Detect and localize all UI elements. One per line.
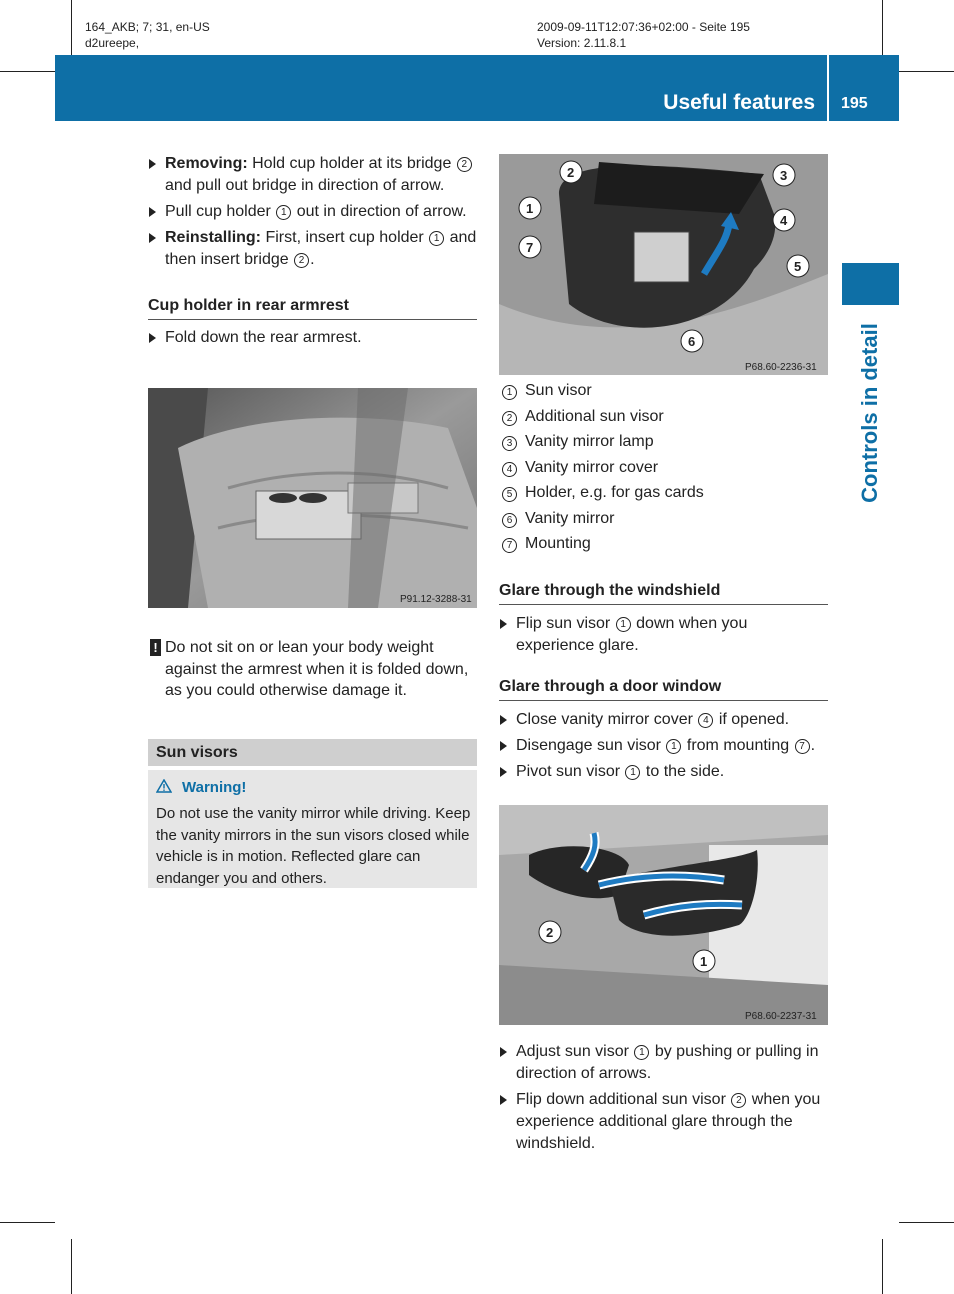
step-flip-additional-visor (499, 1089, 830, 1155)
legend-label: Sun visor (525, 382, 592, 399)
callout-number: 1 (666, 739, 681, 754)
callout-number: 1 (616, 617, 631, 632)
heading-glare-door-window: Glare through a door window (499, 676, 828, 701)
step-text: Disengage sun visor (516, 737, 666, 754)
callout-number: 4 (502, 462, 517, 477)
warning-triangle-icon (156, 779, 172, 793)
step-pull-cup-holder (148, 201, 479, 223)
side-tab-title: Controls in detail (857, 323, 882, 503)
legend-label: Vanity mirror (525, 509, 615, 527)
crop-mark (899, 71, 954, 72)
callout-number: 1 (276, 205, 291, 220)
step-close-mirror-cover (499, 709, 830, 731)
step-text: when you experience additional glare through the windshield. (516, 1091, 821, 1152)
step-text: Fold down the rear armrest. (165, 329, 362, 346)
step-text: by pushing or pulling in direction of arrows. (516, 1043, 819, 1082)
callout-number: 3 (502, 436, 517, 451)
section-heading-sun-visors (148, 739, 477, 766)
legend-label: Mounting (525, 535, 591, 552)
step-text: and then insert bridge (165, 229, 477, 268)
figure-code: P91.12-3288-31 (400, 594, 472, 605)
step-text: First, insert cup holder (261, 229, 429, 246)
heading-cup-holder-rear-armrest: Cup holder in rear armrest (148, 295, 477, 320)
left-column (148, 153, 479, 353)
side-tab-marker (842, 263, 899, 305)
header-bar (55, 55, 899, 121)
svg-text:1: 1 (700, 954, 708, 969)
figure-code: P68.60-2236-31 (745, 362, 817, 373)
crop-mark (882, 1239, 883, 1294)
step-text: . (810, 737, 816, 754)
callout-number: 7 (502, 538, 517, 553)
legend-label: Vanity mirror lamp (525, 433, 654, 450)
header-divider (827, 55, 829, 121)
svg-text:5: 5 (794, 259, 802, 274)
step-text: and pull out bridge in direction of arrow. (165, 177, 445, 194)
warning-box (148, 770, 477, 888)
step-removing (148, 153, 479, 197)
armrest-illustration (148, 388, 477, 608)
step-text: . (310, 251, 315, 268)
print-meta-left (85, 19, 210, 51)
photo-sun-visor-door (499, 805, 828, 1025)
callout-number: 2 (294, 253, 309, 268)
step-text: Adjust sun visor (516, 1043, 634, 1060)
step-label: Removing: (165, 155, 248, 172)
callout-number: 5 (502, 487, 517, 502)
legend-item (499, 457, 830, 483)
meta-line: Version: 2.11.8.1 (537, 36, 627, 50)
right-column-text (499, 580, 830, 787)
step-text: Hold cup holder at its bridge (247, 155, 456, 172)
callout-number: 2 (502, 411, 517, 426)
section-title: Sun visors (156, 744, 238, 761)
step-text: Pivot sun visor (516, 763, 625, 780)
crop-mark (0, 71, 55, 72)
step-reinstalling (148, 227, 479, 271)
callout-number: 2 (457, 157, 472, 172)
legend-item (499, 406, 830, 432)
crop-mark (0, 1222, 55, 1223)
step-disengage-sun-visor (499, 735, 830, 757)
door-visor-illustration (499, 805, 828, 1025)
svg-text:2: 2 (567, 165, 575, 180)
step-text: to the side. (641, 763, 725, 780)
crop-mark (71, 0, 72, 55)
svg-text:6: 6 (688, 334, 696, 349)
step-text: down when you experience glare. (516, 615, 748, 654)
meta-line: d2ureepe, (85, 36, 140, 50)
crop-mark (882, 0, 883, 55)
step-text: Close vanity mirror cover (516, 711, 698, 728)
callout-number: 1 (429, 231, 444, 246)
step-text: if opened. (714, 711, 790, 728)
warning-header (156, 779, 246, 796)
step-text: from mounting (682, 737, 794, 754)
step-text: Flip sun visor (516, 615, 615, 632)
meta-line: 2009-09-11T12:07:36+02:00 - Seite 195 (537, 20, 750, 34)
legend-item (499, 431, 830, 457)
step-adjust-sun-visor (499, 1041, 830, 1085)
callout-number: 4 (698, 713, 713, 728)
crop-mark (899, 1222, 954, 1223)
notice-armrest (148, 637, 479, 702)
svg-text:7: 7 (526, 240, 534, 255)
right-column-bottom (499, 1041, 830, 1159)
page-number: 195 (841, 95, 868, 112)
sun-visor-illustration (499, 154, 828, 375)
parts-legend (499, 380, 830, 559)
step-pivot-sun-visor (499, 761, 830, 783)
chapter-title: Useful features (663, 91, 815, 114)
legend-item (499, 533, 830, 559)
step-text: Pull cup holder (165, 203, 276, 220)
step-text: Flip down additional sun visor (516, 1091, 731, 1108)
svg-text:3: 3 (780, 168, 788, 183)
photo-sun-visor-parts (499, 154, 828, 375)
warning-text: Do not use the vanity mirror while driving. Keep the vanity mirrors in the sun visors closed while vehicle is in motion. Reflected glare can endanger you and others. (156, 805, 471, 887)
legend-item (499, 482, 830, 508)
callout-number: 6 (502, 513, 517, 528)
callout-number: 7 (795, 739, 810, 754)
heading-glare-windshield: Glare through the windshield (499, 580, 828, 605)
svg-text:1: 1 (526, 201, 534, 216)
callout-number: 1 (625, 765, 640, 780)
step-text: out in direction of arrow. (292, 203, 467, 220)
step-flip-sun-visor (499, 613, 830, 657)
legend-label: Holder, e.g. for gas cards (525, 484, 704, 501)
crop-mark (71, 1239, 72, 1294)
step-label: Reinstalling: (165, 229, 262, 246)
callout-number: 1 (502, 385, 517, 400)
photo-rear-armrest (148, 388, 477, 608)
meta-line: 164_AKB; 7; 31, en-US (85, 20, 210, 34)
figure-code: P68.60-2237-31 (745, 1011, 817, 1022)
svg-text:4: 4 (780, 213, 788, 228)
notice-exclamation-icon: ! (150, 639, 161, 656)
notice-text: Do not sit on or lean your body weight against the armrest when it is folded down, as you could otherwise damage it. (165, 639, 469, 699)
callout-number: 1 (634, 1045, 649, 1060)
print-meta-right (537, 19, 750, 51)
warning-title: Warning! (182, 779, 247, 796)
step-fold-armrest (148, 327, 479, 349)
legend-item (499, 380, 830, 406)
legend-label: Vanity mirror cover (525, 458, 659, 476)
svg-text:2: 2 (546, 925, 554, 940)
legend-label: Additional sun visor (525, 407, 664, 425)
legend-item (499, 508, 830, 534)
callout-number: 2 (731, 1093, 746, 1108)
